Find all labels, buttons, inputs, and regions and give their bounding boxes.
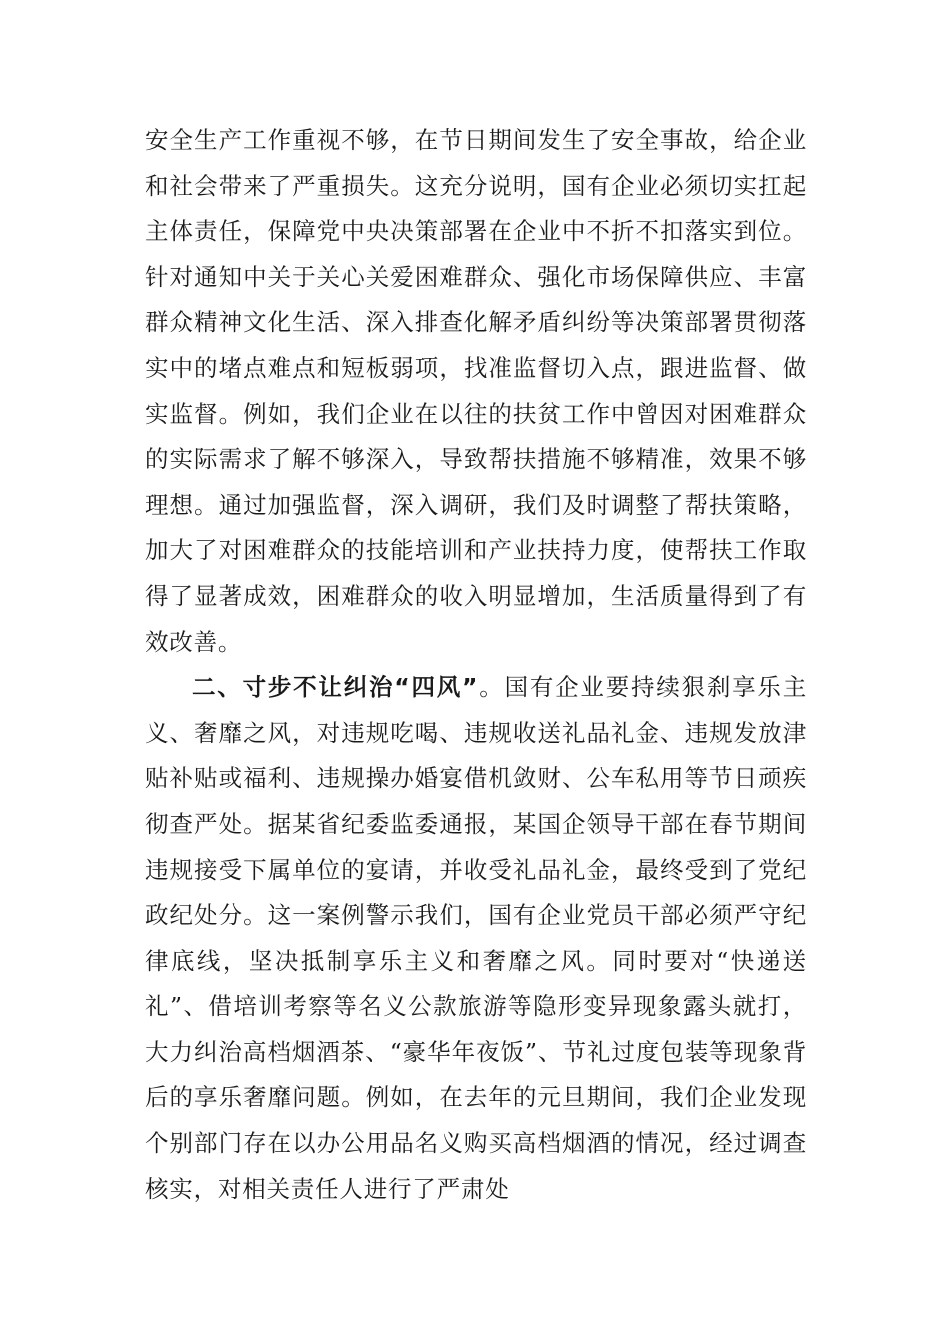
paragraph-2 [145,665,807,1212]
paragraph-1: 安全生产工作重视不够，在节日期间发生了安全事故，给企业和社会带来了严重损失。这充分说明，国有企业必须切实扛起主体责任，保障党中央决策部署在企业中不折不扣落实到位。针对通知中关于关心关爱困难群众、强化市场保障供应、丰富群众精神文化生活、深入排查化解矛盾纠纷等决策部署贯彻落实中的堵点难点和短板弱项，找准监督切入点，跟进监督、做实监督。例如，我们企业在以往的扶贫工作中曾因对困难群众的实际需求了解不够深入，导致帮扶措施不够精准，效果不够理想。通过加强监督，深入调研，我们及时调整了帮扶策略，加大了对困难群众的技能培训和产业扶持力度，使帮扶工作取得了显著成效，困难群众的收入明显增加，生活质量得到了有效改善。 [145,126,807,656]
section-heading: 二、寸步不让纠治“四风” [192,673,479,702]
paragraph-2-body: 。国有企业要持续狠刹享乐主义、奢靡之风，对违规吃喝、违规收送礼品礼金、违规发放津贴补贴或福利、违规操办婚宴借机敛财、公车私用等节日顽疾彻查严处。据某省纪委监委通报，某国企领导干部在春节期间违规接受下属单位的宴请，并收受礼品礼金，最终受到了党纪政纪处分。这一案例警示我们，国有企业党员干部必须严守纪律底线，坚决抵制享乐主义和奢靡之风。同时要对“快递送礼”、借培训考察等名义公款旅游等隐形变异现象露头就打，大力纠治高档烟酒茶、“豪华年夜饭”、节礼过度包装等现象背后的享乐奢靡问题。例如，在去年的元旦期间，我们企业发现个别部门存在以办公用品名义购买高档烟酒的情况，经过调查核实，对相关责任人进行了严肃处 [145,673,807,1203]
document-page [145,118,807,1212]
